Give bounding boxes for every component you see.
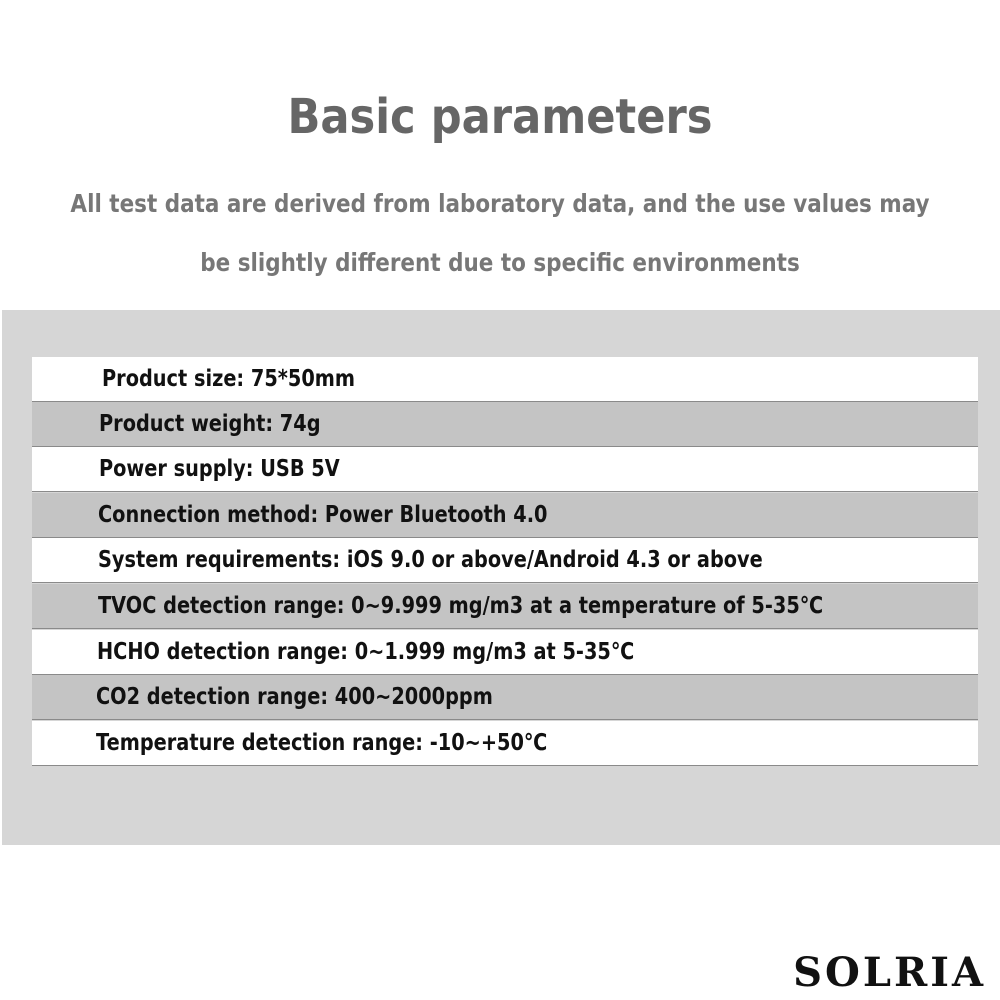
parameter-row-product-weight bbox=[32, 402, 978, 447]
parameter-row-temperature-range bbox=[32, 721, 978, 766]
subtitle-line-2: be slightly different due to specific environments bbox=[200, 248, 800, 277]
parameter-text: Product weight: 74g bbox=[99, 411, 321, 437]
parameter-row-hcho-range bbox=[32, 630, 978, 675]
parameter-text: Temperature detection range: -10~+50℃ bbox=[96, 730, 548, 756]
parameter-text: Connection method: Power Bluetooth 4.0 bbox=[98, 502, 548, 528]
parameter-row-system-requirements bbox=[32, 538, 978, 583]
parameter-text: CO2 detection range: 400~2000ppm bbox=[96, 684, 493, 710]
parameter-row-connection-method bbox=[32, 493, 978, 538]
parameter-row-co2-range bbox=[32, 675, 978, 720]
subtitle-line-1: All test data are derived from laboratory data, and the use values may bbox=[70, 189, 930, 218]
parameter-text: HCHO detection range: 0~1.999 mg/m3 at 5-35℃ bbox=[97, 639, 635, 665]
parameter-text: TVOC detection range: 0~9.999 mg/m3 at a temperature of 5-35℃ bbox=[98, 593, 824, 619]
parameter-text: Product size: 75*50mm bbox=[102, 366, 356, 392]
parameter-text: Power supply: USB 5V bbox=[99, 456, 340, 482]
parameters-panel bbox=[2, 310, 1000, 845]
parameter-text: System requirements: iOS 9.0 or above/Android 4.3 or above bbox=[98, 547, 763, 573]
parameter-row-product-size bbox=[32, 357, 978, 402]
page-title: Basic parameters bbox=[287, 89, 713, 145]
brand-logo: SOLRIA bbox=[793, 949, 986, 996]
parameter-row-power-supply bbox=[32, 447, 978, 492]
parameter-row-tvoc-range bbox=[32, 584, 978, 629]
